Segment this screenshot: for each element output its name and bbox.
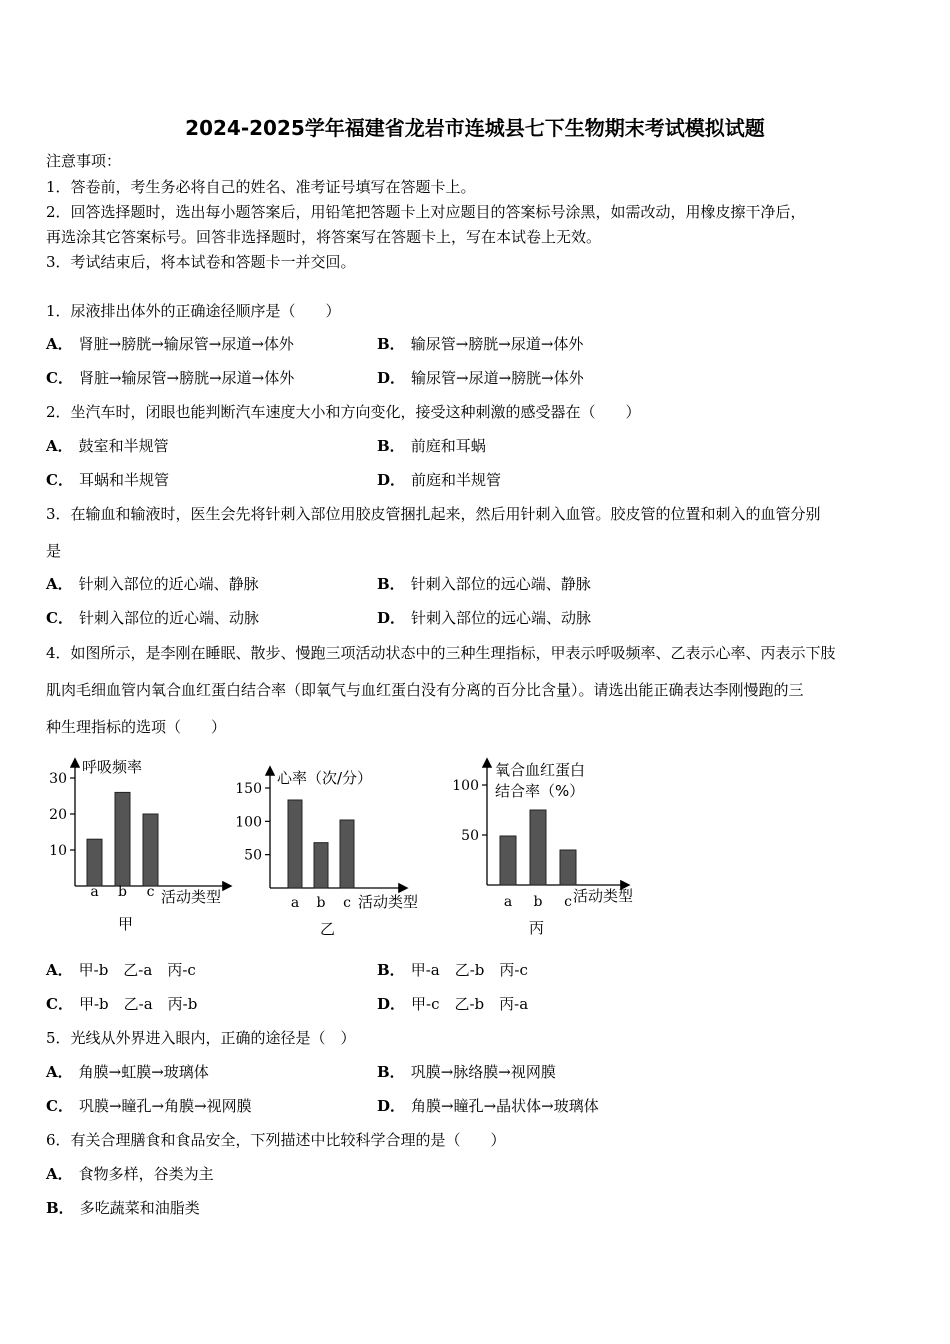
q4-option-b: B． 甲-a 乙-b 丙-c — [377, 961, 528, 979]
bar-b — [115, 792, 130, 886]
category-label: c — [146, 884, 155, 900]
question-4-stem-cont: 种生理指标的选项（ ） — [46, 718, 227, 736]
question-4-stem-cont: 肌肉毛细血管内氧合血红蛋白结合率（即氧气与血红蛋白没有分离的百分比含量）。请选出能正确表达李刚慢跑的三 — [46, 681, 804, 699]
q5-option-b: B． 巩膜→脉络膜→视网膜 — [377, 1063, 556, 1081]
y-tick-label: 50 — [461, 828, 479, 844]
y-tick-label: 30 — [49, 771, 67, 787]
chart-jia — [49, 758, 230, 933]
y-axis-label: 心率（次/分） — [277, 769, 373, 787]
y-axis-label: 氧合血红蛋白 — [495, 761, 586, 779]
notice-item: 1．答卷前，考生务必将自己的姓名、准考证号填写在答题卡上。 — [46, 178, 476, 196]
category-label: b — [118, 884, 127, 900]
charts-canvas — [40, 752, 660, 952]
question-5-stem: 5．光线从外界进入眼内，正确的途径是（ ） — [46, 1029, 356, 1047]
chart-name: 甲 — [118, 915, 134, 933]
notice-item: 2．回答选择题时，选出每小题答案后，用铅笔把答题卡上对应题目的答案标号涂黑，如需改动，用橡皮擦干净后， — [46, 203, 806, 221]
chart-name: 丙 — [529, 919, 545, 937]
physiology-charts — [40, 752, 660, 952]
y-tick-label: 100 — [235, 814, 262, 831]
bar-a — [288, 800, 302, 888]
category-label: a — [503, 894, 513, 910]
bar-c — [143, 814, 158, 886]
y-axis-label: 结合率（%） — [495, 782, 585, 800]
question-3-stem-cont: 是 — [46, 542, 62, 560]
q3-option-c: C． 针刺入部位的近心端、动脉 — [46, 609, 259, 627]
question-3-stem: 3．在输血和输液时，医生会先将针刺入部位用胶皮管捆扎起来，然后用针刺入血管。胶皮管的位置和刺入的血管分别 — [46, 505, 821, 523]
category-label: a — [290, 895, 300, 911]
q6-option-a: A． 食物多样，谷类为主 — [46, 1165, 214, 1183]
q4-option-c: C． 甲-b 乙-a 丙-b — [46, 995, 198, 1013]
q2-option-d: D． 前庭和半规管 — [377, 471, 502, 489]
y-tick-label: 50 — [244, 847, 262, 864]
category-label: a — [90, 884, 99, 900]
y-tick-label: 20 — [49, 807, 67, 823]
y-axis-label: 呼吸频率 — [82, 758, 143, 776]
q1-option-b: B． 输尿管→膀胱→尿道→体外 — [377, 335, 584, 353]
y-tick-label: 10 — [49, 843, 67, 859]
bar-c — [560, 850, 576, 885]
q1-option-a: A． 肾脏→膀胱→输尿管→尿道→体外 — [46, 335, 294, 353]
bar-c — [340, 820, 354, 888]
category-label: c — [564, 894, 572, 910]
y-tick-label: 150 — [235, 781, 262, 797]
q2-option-c: C． 耳蜗和半规管 — [46, 471, 169, 489]
q3-option-a: A． 针刺入部位的近心端、静脉 — [46, 575, 259, 593]
notice-heading: 注意事项： — [46, 152, 122, 170]
category-label: b — [533, 894, 543, 910]
question-4-stem: 4．如图所示，是李刚在睡眠、散步、慢跑三项活动状态中的三种生理指标，甲表示呼吸频率、乙表示心率、丙表示下肢 — [46, 644, 836, 662]
question-2-stem: 2．坐汽车时，闭眼也能判断汽车速度大小和方向变化，接受这种刺激的感受器在（ ） — [46, 403, 641, 421]
q1-option-c: C． 肾脏→输尿管→膀胱→尿道→体外 — [46, 369, 295, 387]
q4-option-a: A． 甲-b 乙-a 丙-c — [46, 961, 196, 979]
bar-b — [314, 843, 328, 888]
chart-yi — [235, 768, 418, 938]
notice-item: 3．考试结束后，将本试卷和答题卡一并交回。 — [46, 253, 356, 271]
x-axis-label: 活动类型 — [358, 893, 419, 911]
q2-option-a: A． 鼓室和半规管 — [46, 437, 169, 455]
q6-option-b: B． 多吃蔬菜和油脂类 — [46, 1199, 200, 1217]
x-axis-label: 活动类型 — [161, 888, 222, 906]
bar-a — [500, 836, 516, 885]
chart-bing — [452, 760, 633, 937]
notice-item: 再选涂其它答案标号。回答非选择题时，将答案写在答题卡上，写在本试卷上无效。 — [46, 228, 602, 246]
question-6-stem: 6．有关合理膳食和食品安全，下列描述中比较科学合理的是（ ） — [46, 1131, 506, 1149]
bar-a — [87, 839, 102, 886]
exam-title: 2024-2025学年福建省龙岩市连城县七下生物期末考试模拟试题 — [185, 116, 765, 140]
y-tick-label: 100 — [452, 778, 479, 794]
q5-option-c: C． 巩膜→瞳孔→角膜→视网膜 — [46, 1097, 252, 1115]
category-label: b — [316, 895, 326, 911]
q5-option-d: D． 角膜→瞳孔→晶状体→玻璃体 — [377, 1097, 599, 1115]
q5-option-a: A． 角膜→虹膜→玻璃体 — [46, 1063, 209, 1081]
bar-b — [530, 810, 546, 885]
question-1-stem: 1．尿液排出体外的正确途径顺序是（ ） — [46, 302, 341, 320]
x-axis-label: 活动类型 — [573, 887, 634, 905]
q3-option-b: B． 针刺入部位的远心端、静脉 — [377, 575, 591, 593]
q1-option-d: D． 输尿管→尿道→膀胱→体外 — [377, 369, 584, 387]
category-label: c — [343, 895, 351, 911]
q4-option-d: D． 甲-c 乙-b 丙-a — [377, 995, 529, 1013]
chart-name: 乙 — [320, 920, 336, 938]
q3-option-d: D． 针刺入部位的远心端、动脉 — [377, 609, 592, 627]
q2-option-b: B． 前庭和耳蜗 — [377, 437, 486, 455]
